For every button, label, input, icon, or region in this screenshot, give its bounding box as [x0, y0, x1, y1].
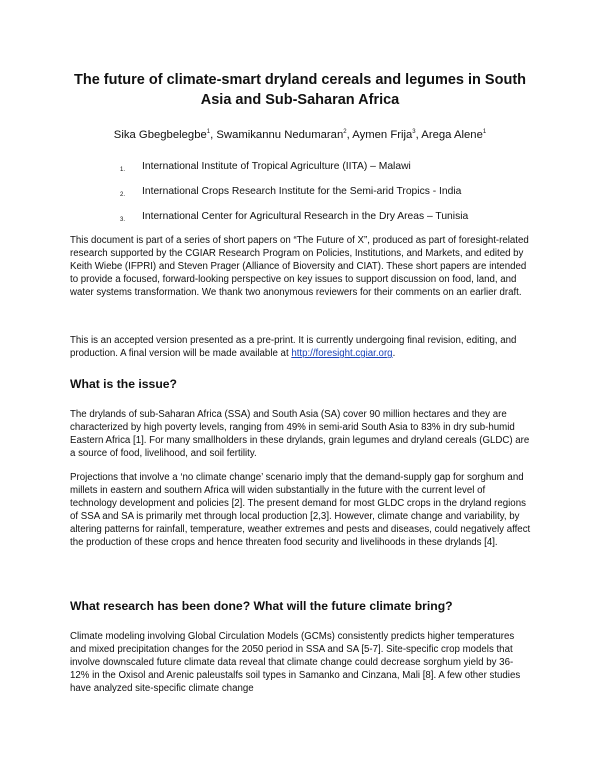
section-heading-issue: What is the issue?: [70, 377, 177, 391]
research-paragraph-1: Climate modeling involving Global Circulation Models (GCMs) consistently predicts higher temperatures and mixed precipitation changes for the 2050 period in SSA and SA [5-7]. Site-specific crop models that involve downscaled future climate data reveal that climate change could decrease sorghum yield by 36-12% in the Oxisol and Arenic paleustalfs soil types in Samanko and Cinzana, Mali [8]. A few other studies have analyzed site-specific climate change: [70, 631, 521, 695]
author-separator: ,: [415, 128, 422, 141]
author-affiliation-number: 1: [482, 129, 487, 135]
foresight-link[interactable]: http://foresight.cgiar.org: [291, 348, 393, 360]
preprint-notice-end: .: [392, 348, 396, 360]
author-affiliation-number: 1: [206, 129, 211, 135]
author-affiliation-number: 3: [412, 129, 416, 135]
affiliation-number: 1.: [120, 167, 126, 173]
author-name: Arega Alene: [421, 128, 483, 141]
paper-title: The future of climate-smart dryland cereals and legumes in South Asia and Sub-Saharan Africa: [73, 72, 527, 108]
affiliation-item: [120, 160, 550, 174]
author-separator: ,: [346, 128, 353, 141]
affiliation-text: International Institute of Tropical Agriculture (IITA) – Malawi: [142, 161, 411, 172]
author-affiliation-number: 2: [343, 129, 347, 135]
affiliation-number: 2.: [120, 192, 126, 198]
affiliation-text: International Center for Agricultural Research in the Dry Areas – Tunisia: [142, 211, 469, 222]
author-name: Aymen Frija: [352, 128, 413, 141]
affiliation-list: [120, 160, 550, 235]
author-separator: ,: [210, 128, 217, 141]
preprint-notice-text: This is an accepted version presented as a pre-print. It is currently undergoing final revision, editing, and production. A final version will be made available at: [70, 335, 517, 360]
section-heading-research: What research has been done? What will the future climate bring?: [70, 599, 453, 613]
author-name: Sika Gbegbelegbe: [113, 128, 207, 141]
preprint-notice-paragraph: [70, 334, 532, 360]
affiliation-number: 3.: [120, 217, 126, 223]
affiliation-item: [120, 210, 550, 224]
intro-paragraph: This document is part of a series of short papers on “The Future of X”, produced as part of foresight-related research supported by the CGIAR Research Program on Policies, Institutions, and Markets, and edited by Keith Wiebe (IFPRI) and Steven Prager (Alliance of Bioversity and CIAT). These short papers are intended to provide a focused, forward-looking perspective on key issues to support discussion on food, land, and water systems transformation. We thank two anonymous reviewers for their comments on an earlier draft.: [70, 235, 529, 299]
issue-paragraph-2: Projections that involve a ‘no climate change’ scenario imply that the demand-supply gap for sorghum and millets in eastern and southern Africa will widen substantially in the future with the current level of technology development and policies [2]. The present demand for most GLDC crops in the dryland regions of SSA and SA is primarily met through local production [2,3]. However, climate change and variability, by altering patterns for rainfall, temperature, weather extremes and pests and diseases, could negatively affect the production of these crops and hence threaten food security and livelihoods in these drylands [4].: [70, 472, 531, 549]
affiliation-item: [120, 185, 550, 199]
author-list: [40, 124, 560, 143]
issue-paragraph-1: The drylands of sub-Saharan Africa (SSA) and South Asia (SA) cover 90 million hectares and they are characterized by high poverty levels, ranging from 49% in semi-arid South Asia to 83% in dry sub-humid Eastern Africa [1]. For many smallholders in these drylands, grain legumes and dryland cereals (GLDC) are a source of food, livelihood, and soil fertility.: [70, 409, 530, 460]
affiliation-text: International Crops Research Institute for the Semi-arid Tropics - India: [142, 186, 462, 197]
author-name: Swamikannu Nedumaran: [216, 128, 344, 141]
